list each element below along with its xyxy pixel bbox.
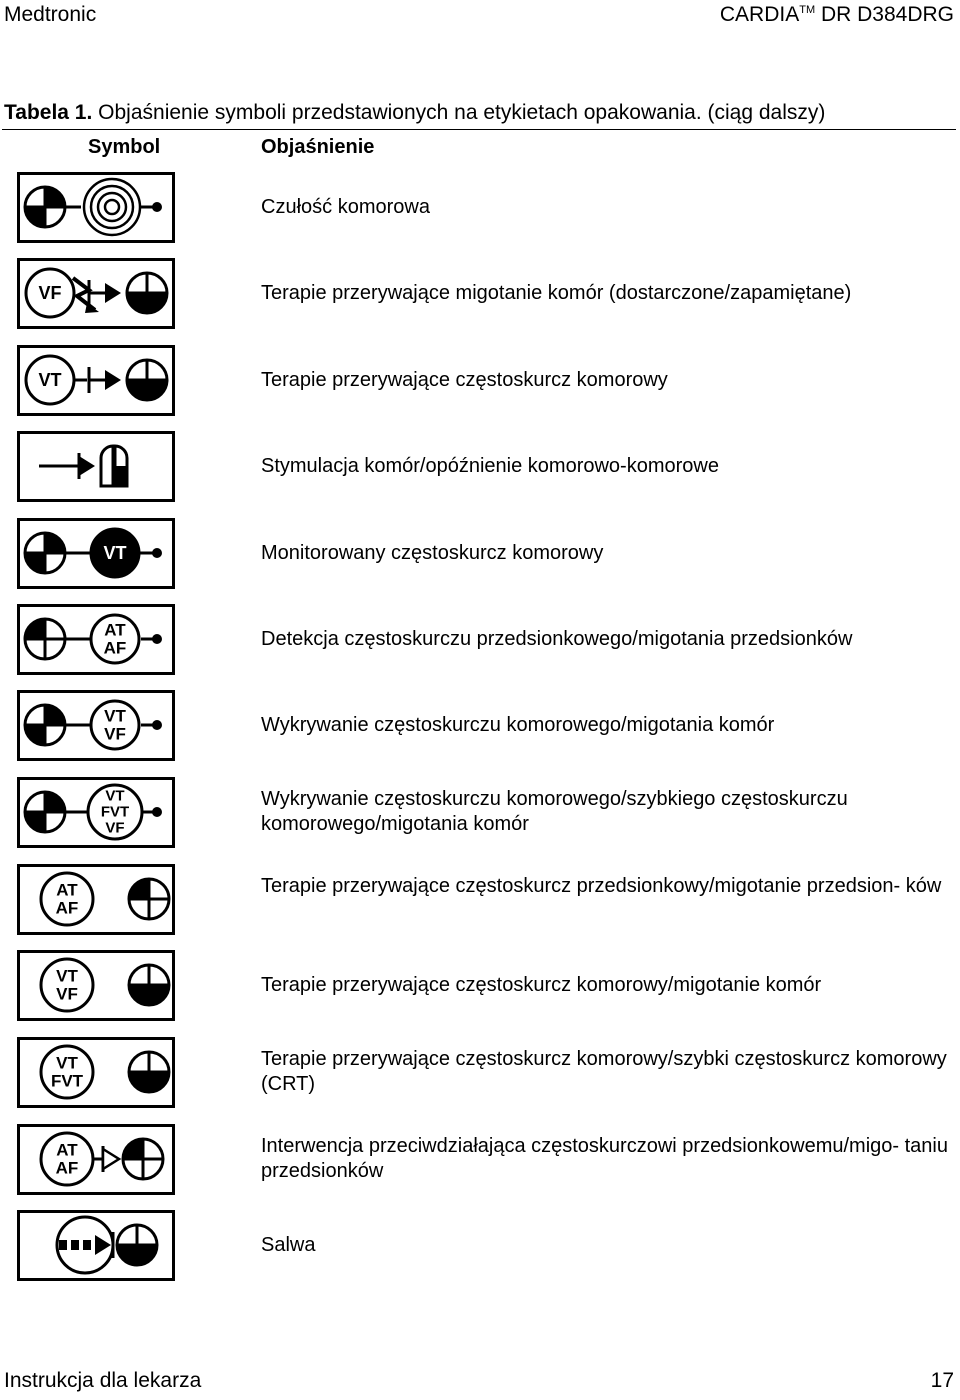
svg-text:AF: AF: [55, 898, 79, 918]
symbol-explanation: Terapie przerywające częstoskurcz komorowy/migotanie komór: [261, 974, 822, 996]
table-row: [0, 777, 960, 848]
column-header-symbol: Symbol: [88, 136, 161, 158]
symbol-explanation: Interwencja przeciwdziałająca częstoskurczowi przedsionkowemu/migo- taniu przedsionków: [261, 1135, 948, 1182]
ventricular-pacing-symbol-icon: [17, 431, 175, 502]
symbol-explanation: Terapie przerywające częstoskurcz komorowy: [261, 369, 668, 391]
svg-text:VF: VF: [56, 984, 78, 1004]
vf-therapy-symbol-icon: [17, 258, 175, 329]
symbol-explanation: Detekcja częstoskurczu przedsionkowego/migotania przedsionków: [261, 628, 853, 650]
svg-text:AT: AT: [56, 880, 78, 900]
vt-fvt-vf-detection-symbol-icon: [17, 777, 175, 848]
symbol-explanation: Stymulacja komór/opóźnienie komorowo-komorowe: [261, 455, 719, 477]
table-row: [0, 345, 960, 416]
table-row: [0, 1037, 960, 1108]
table-row: [0, 172, 960, 243]
symbol-explanation: Salwa: [261, 1234, 316, 1256]
at-af-detection-symbol-icon: [17, 604, 175, 675]
svg-text:VT: VT: [103, 543, 127, 563]
monitored-vt-symbol-icon: [17, 518, 175, 589]
symbol-explanation: Terapie przerywające migotanie komór (dostarczone/zapamiętane): [261, 282, 852, 304]
table-row: [0, 690, 960, 761]
table-row: [0, 258, 960, 329]
column-header-explanation: Objaśnienie: [261, 136, 375, 158]
at-af-therapy-symbol-icon: [17, 864, 175, 935]
svg-text:FVT: FVT: [50, 1071, 84, 1091]
svg-text:VF: VF: [104, 724, 126, 744]
table-title: Objaśnienie symboli przedstawionych na etykietach opakowania. (ciąg dalszy): [98, 101, 826, 124]
symbol-explanation: Terapie przerywające częstoskurcz przedsionkowy/migotanie przedsion- ków: [261, 875, 942, 897]
svg-text:VT: VT: [38, 370, 62, 390]
svg-text:VF: VF: [105, 819, 125, 837]
table-row: [0, 1124, 960, 1195]
svg-text:VT: VT: [104, 706, 126, 726]
svg-text:AF: AF: [103, 638, 127, 658]
caption-rule: [2, 129, 956, 130]
svg-text:AT: AT: [104, 620, 126, 640]
footer-doc-title: Instrukcja dla lekarza: [4, 1369, 202, 1392]
ventricular-sensing-symbol-icon: [17, 172, 175, 243]
page-number: 17: [930, 1369, 954, 1392]
atrial-intervention-symbol-icon: [17, 1124, 175, 1195]
symbol-explanation: Monitorowany częstoskurcz komorowy: [261, 542, 604, 564]
svg-text:VT: VT: [56, 966, 78, 986]
vt-fvt-therapy-symbol-icon: [17, 1037, 175, 1108]
table-row: [0, 431, 960, 502]
svg-text:AT: AT: [56, 1140, 78, 1160]
header-model: [720, 3, 954, 27]
symbol-explanation: Wykrywanie częstoskurczu komorowego/szybkiego częstoskurczu komorowego/migotania komór: [261, 788, 848, 835]
svg-text:AF: AF: [55, 1158, 79, 1178]
svg-text:VT: VT: [56, 1053, 78, 1073]
vt-therapy-symbol-icon: [17, 345, 175, 416]
header-model-name: CARDIA: [719, 3, 800, 26]
table-row: [0, 950, 960, 1021]
header-brand: Medtronic: [4, 3, 97, 26]
svg-text:FVT: FVT: [100, 803, 130, 821]
vt-vf-therapy-symbol-icon: [17, 950, 175, 1021]
header-model-code: DR D384DRG: [820, 3, 954, 26]
svg-text:VT: VT: [105, 787, 125, 805]
table-row: [0, 518, 960, 589]
symbol-explanation: Wykrywanie częstoskurczu komorowego/migotania komór: [261, 714, 775, 736]
table-caption: [4, 101, 825, 125]
symbol-explanation: Terapie przerywające częstoskurcz komorowy/szybki częstoskurcz komorowy (CRT): [261, 1048, 947, 1095]
table-row: [0, 1210, 960, 1281]
table-row: [0, 604, 960, 675]
symbol-explanation: Czułość komorowa: [261, 196, 430, 218]
vt-vf-detection-symbol-icon: [17, 690, 175, 761]
table-label: Tabela 1.: [4, 101, 93, 124]
table-row: [0, 864, 960, 935]
trademark-mark: TM: [799, 4, 816, 16]
burst-symbol-icon: [17, 1210, 175, 1281]
svg-text:VF: VF: [38, 283, 62, 303]
